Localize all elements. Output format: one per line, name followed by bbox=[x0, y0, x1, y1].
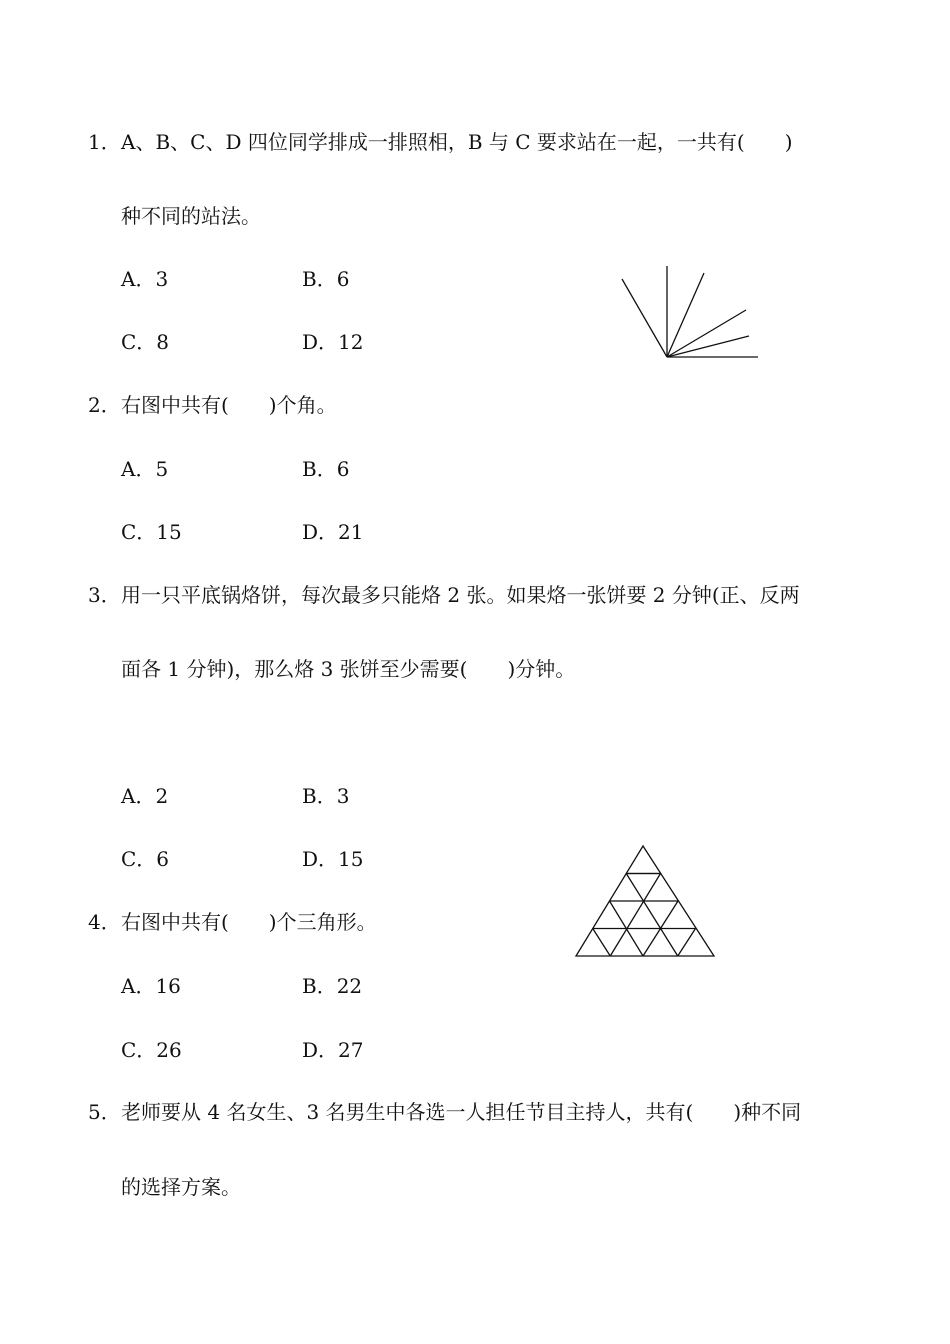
option-d[interactable]: D．27 bbox=[302, 1038, 364, 1062]
question-text: 右图中共有( )个角。 bbox=[121, 393, 337, 417]
question-text: 的选择方案。 bbox=[121, 1175, 241, 1199]
option-c[interactable]: C．15 bbox=[121, 520, 182, 544]
option-a[interactable]: A．5 bbox=[121, 457, 169, 481]
question-text: 用一只平底锅烙饼，每次最多只能烙 2 张。如果烙一张饼要 2 分钟(正、反两 bbox=[121, 583, 800, 607]
question-text: A、B、C、D 四位同学排成一排照相，B 与 C 要求站在一起，一共有( ) bbox=[121, 130, 793, 154]
ray-1 bbox=[622, 279, 667, 357]
option-b[interactable]: B．22 bbox=[302, 974, 363, 998]
question-text: 种不同的站法。 bbox=[121, 204, 261, 228]
option-d[interactable]: D．21 bbox=[302, 520, 364, 544]
option-b[interactable]: B．3 bbox=[302, 784, 350, 808]
option-a[interactable]: A．16 bbox=[121, 974, 181, 998]
option-d[interactable]: D．12 bbox=[302, 330, 364, 354]
question-text: 右图中共有( )个三角形。 bbox=[121, 910, 377, 934]
ray-4 bbox=[667, 310, 746, 357]
option-a[interactable]: A．2 bbox=[121, 784, 169, 808]
angle-rays-figure bbox=[615, 260, 765, 365]
question-number: 2． bbox=[88, 393, 121, 417]
question-text: 老师要从 4 名女生、3 名男生中各选一人担任节目主持人，共有( )种不同 bbox=[121, 1100, 802, 1124]
question-number: 3． bbox=[88, 583, 121, 607]
option-c[interactable]: C．8 bbox=[121, 330, 170, 354]
question-number: 4． bbox=[88, 910, 121, 934]
option-c[interactable]: C．26 bbox=[121, 1038, 182, 1062]
option-b[interactable]: B．6 bbox=[302, 457, 350, 481]
question-number: 1． bbox=[88, 130, 121, 154]
ray-5 bbox=[667, 336, 749, 357]
option-a[interactable]: A．3 bbox=[121, 267, 169, 291]
triangle-grid-figure bbox=[570, 840, 720, 962]
option-c[interactable]: C．6 bbox=[121, 847, 170, 871]
question-number: 5． bbox=[88, 1100, 121, 1124]
option-b[interactable]: B．6 bbox=[302, 267, 350, 291]
option-d[interactable]: D．15 bbox=[302, 847, 364, 871]
ray-3 bbox=[667, 273, 704, 357]
question-text: 面各 1 分钟)，那么烙 3 张饼至少需要( )分钟。 bbox=[121, 657, 576, 681]
